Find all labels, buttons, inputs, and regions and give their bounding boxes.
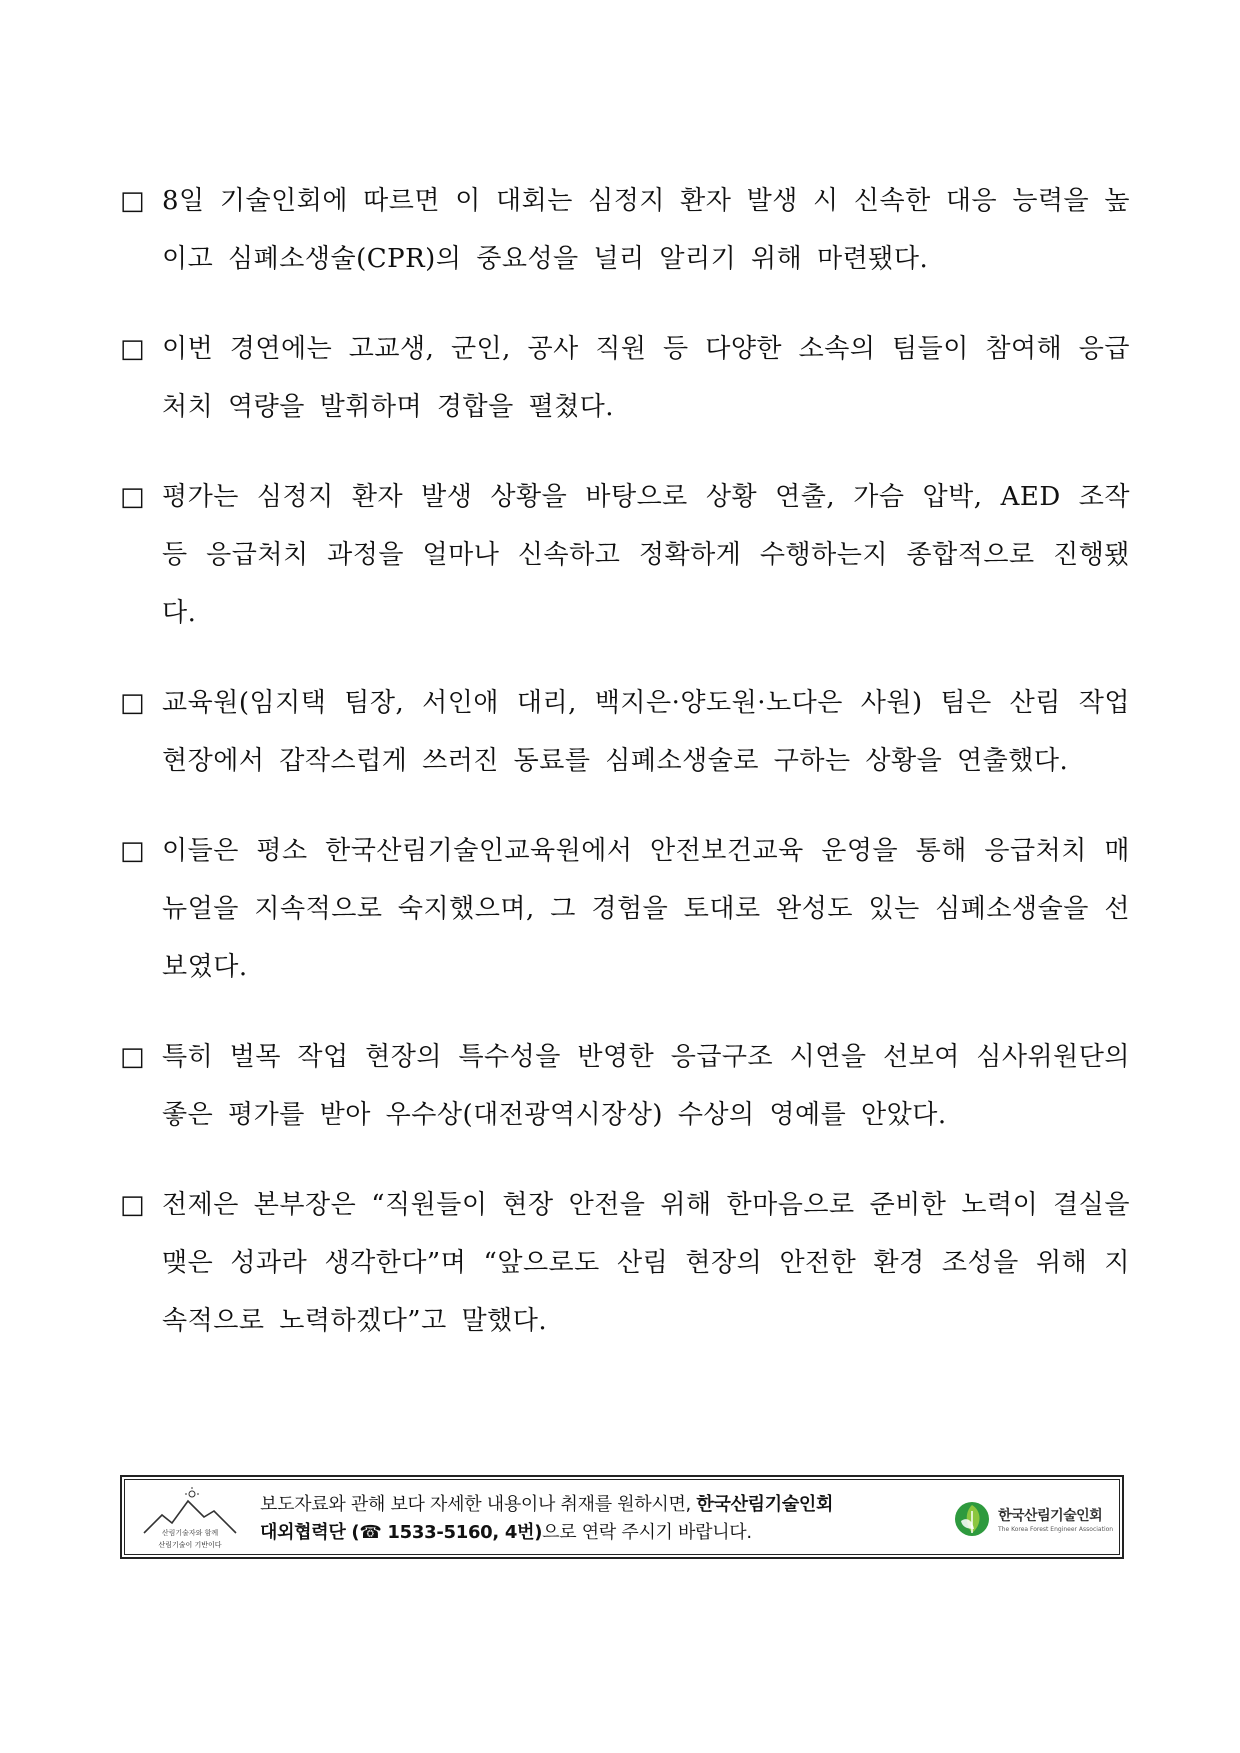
paragraph-1: [120, 172, 1130, 288]
kfea-name-korean: 한국산림기술인회: [998, 1508, 1103, 1524]
paragraph-text: 평가는 심정지 환자 발생 상황을 바탕으로 상황 연출, 가슴 압박, AED 조작 등 응급처치 과정을 얼마나 신속하고 정확하게 수행하는지 종합적으로 진행됐다.: [162, 482, 1130, 628]
paragraph-5: [120, 822, 1130, 996]
contact-info-box: [120, 1475, 1124, 1559]
paragraph-7: [120, 1176, 1130, 1350]
kfea-name-english: The Korea Forest Engineer Association: [998, 1526, 1114, 1533]
mountain-slogan-logo: [140, 1485, 240, 1553]
leaf-emblem-icon: [952, 1499, 992, 1539]
contact-prefix: 보도자료와 관해 보다 자세한 내용이나 취재를 원하시면,: [260, 1494, 697, 1515]
checkbox-bullet: □: [120, 334, 146, 364]
paragraph-2: [120, 320, 1130, 436]
paragraph-6: [120, 1028, 1130, 1144]
contact-org-name: 한국산림기술인회: [696, 1494, 834, 1515]
paragraph-3: [120, 468, 1130, 642]
checkbox-bullet: □: [120, 1190, 146, 1220]
paragraph-text: 전제은 본부장은 “직원들이 현장 안전을 위해 한마음으로 준비한 노력이 결실을 맺은 성과라 생각한다”며 “앞으로도 산림 현장의 안전한 환경 조성을 위해 지속적으로 노력하겠다”고 말했다.: [162, 1190, 1130, 1336]
paragraph-text: 특히 벌목 작업 현장의 특수성을 반영한 응급구조 시연을 선보여 심사위원단의 좋은 평가를 받아 우수상(대전광역시장상) 수상의 영예를 안았다.: [162, 1042, 1130, 1130]
contact-department: 대외협력단: [260, 1522, 346, 1543]
contact-text: [260, 1491, 833, 1547]
checkbox-bullet: □: [120, 1042, 146, 1072]
checkbox-bullet: □: [120, 482, 146, 512]
paragraph-text: 이들은 평소 한국산림기술인교육원에서 안전보건교육 운영을 통해 응급처치 매뉴얼을 지속적으로 숙지했으며, 그 경험을 토대로 완성도 있는 심폐소생술을 선보였다.: [162, 836, 1131, 982]
checkbox-bullet: □: [120, 688, 146, 718]
paragraph-text: 교육원(임지택 팀장, 서인애 대리, 백지은·양도원·노다은 사원) 팀은 산림 작업 현장에서 갑작스럽게 쓰러진 동료를 심폐소생술로 구하는 상황을 연출했다.: [162, 688, 1130, 776]
checkbox-bullet: □: [120, 186, 146, 216]
kfea-logo: [952, 1497, 1113, 1541]
press-release-body: [120, 172, 1130, 1382]
paragraph-4: [120, 674, 1130, 790]
logo-slogan-top: 산림기술자와 함께: [161, 1529, 219, 1537]
kfea-logo-text: [998, 1505, 1113, 1533]
contact-line-1: [260, 1491, 833, 1519]
contact-suffix: 으로 연락 주시기 바랍니다.: [542, 1522, 752, 1543]
contact-line-2: [260, 1519, 833, 1547]
paragraph-text: 이번 경연에는 고교생, 군인, 공사 직원 등 다양한 소속의 팀들이 참여해 응급처치 역량을 발휘하며 경합을 펼쳤다.: [162, 334, 1130, 422]
paragraph-text: 8일 기술인회에 따르면 이 대회는 심정지 환자 발생 시 신속한 대응 능력을 높이고 심폐소생술(CPR)의 중요성을 널리 알리기 위해 마련됐다.: [162, 186, 1130, 274]
logo-slogan-bottom: 산림기술이 기반이다: [158, 1541, 222, 1549]
mountain-icon: [140, 1485, 240, 1553]
checkbox-bullet: □: [120, 836, 146, 866]
contact-phone: (☎ 1533-5160, 4번): [345, 1522, 543, 1543]
